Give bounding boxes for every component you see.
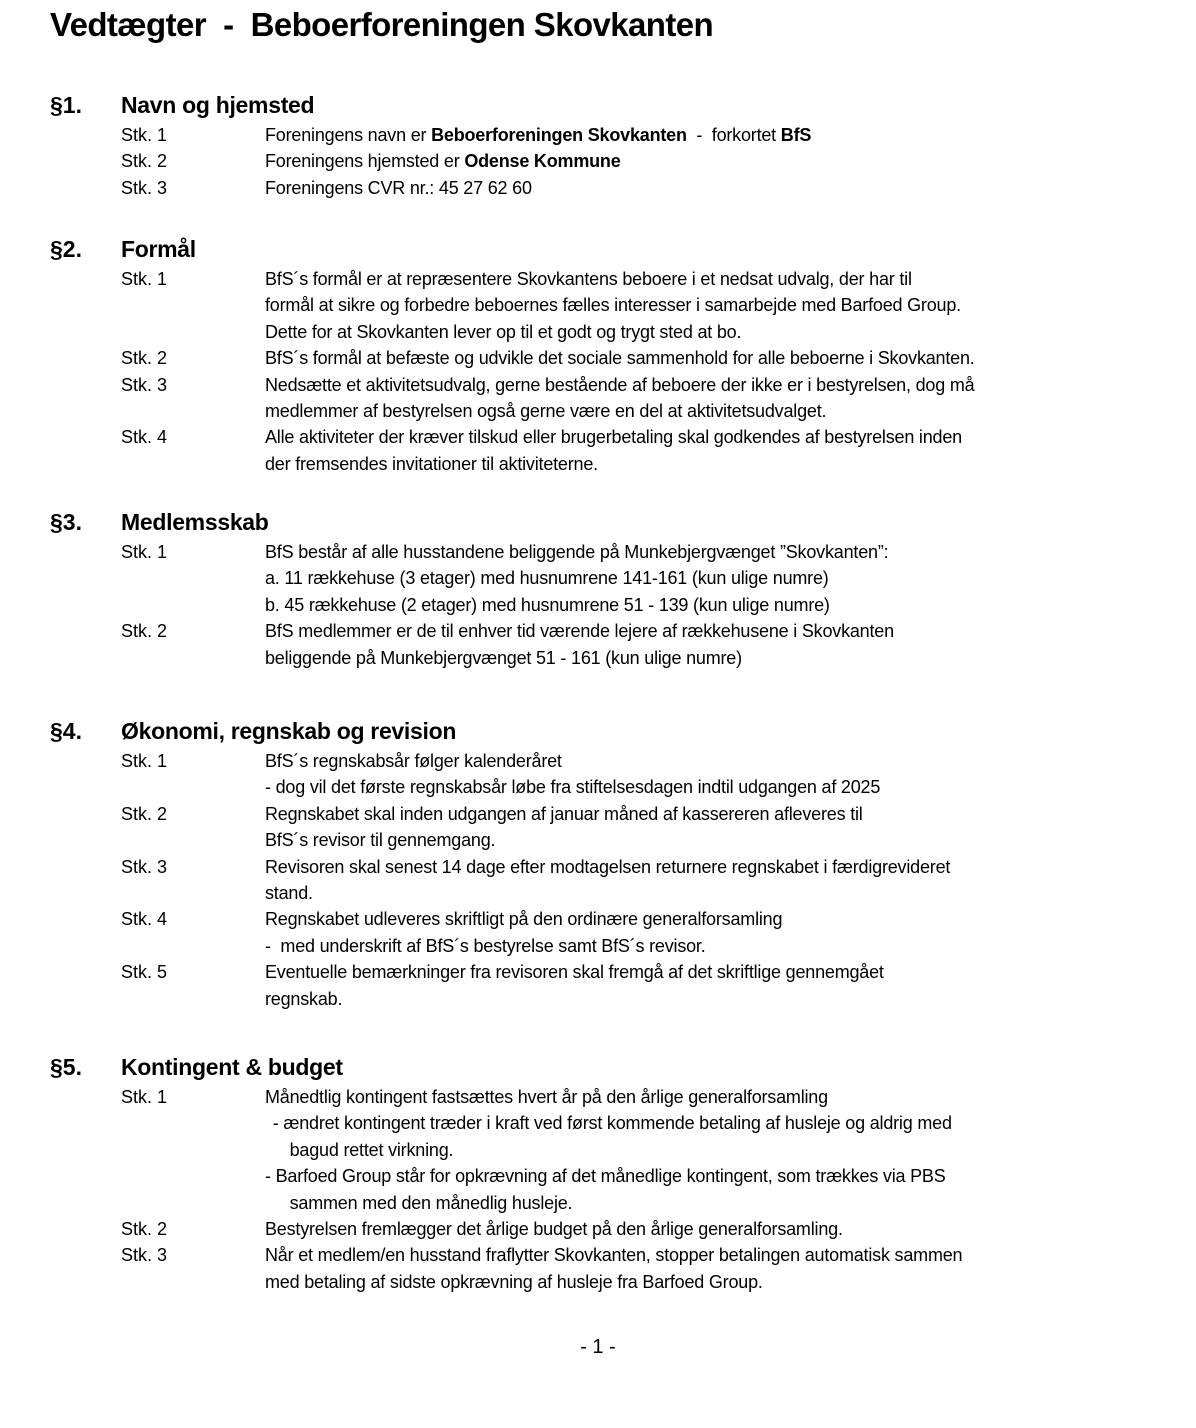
section-heading xyxy=(50,509,1150,539)
clause-item xyxy=(50,175,1150,201)
section-heading xyxy=(50,92,1150,122)
clause-text-line xyxy=(265,539,1150,565)
clause-text-line xyxy=(265,801,1150,827)
clause-text: b. 45 rækkehuse (2 etager) med husnumrene 51 - 139 (kun ulige numre) xyxy=(265,594,830,615)
clause-text: stand. xyxy=(265,883,313,904)
emphasized-text: Beboerforeningen Skovkanten xyxy=(431,125,687,145)
document-title: Vedtægter - Beboerforeningen Skovkanten xyxy=(50,6,714,43)
clause-label: Stk. 3 xyxy=(121,177,168,198)
section-title: Økonomi, regnskab og revision xyxy=(121,718,457,744)
section-heading xyxy=(50,718,1150,748)
section-number: §3. xyxy=(50,509,82,535)
section-heading xyxy=(50,236,1150,266)
clause-text-line xyxy=(265,345,1150,371)
clause-text-line xyxy=(265,774,1150,800)
clause-text: med betaling af sidste opkrævning af husleje fra Barfoed Group. xyxy=(265,1271,763,1292)
clause-text-line xyxy=(265,451,1150,477)
clause-text: bagud rettet virkning. xyxy=(280,1139,454,1160)
clause-text-line xyxy=(265,1084,1150,1110)
clause-item xyxy=(50,1242,1150,1295)
clause-text-line xyxy=(265,1163,1150,1189)
clause-label: Stk. 4 xyxy=(121,427,168,448)
clause-text: Dette for at Skovkanten lever op til et godt og trygt sted at bo. xyxy=(265,321,742,342)
clause-label: Stk. 3 xyxy=(121,374,168,395)
clause-text-line xyxy=(265,565,1150,591)
clause-text-line xyxy=(265,986,1150,1012)
clause-text: Revisoren skal senest 14 dage efter modtagelsen returnere regnskabet i færdigrevideret xyxy=(265,856,951,877)
clause-item xyxy=(50,424,1150,477)
clause-text: Eventuelle bemærkninger fra revisoren skal fremgå af det skriftlige gennemgået xyxy=(265,962,884,983)
clause-label: Stk. 1 xyxy=(121,125,168,145)
clause-label: Stk. 4 xyxy=(121,909,168,930)
section-number: §2. xyxy=(50,236,82,262)
emphasized-text: Odense Kommune xyxy=(464,151,621,172)
clause-text-line xyxy=(265,319,1150,345)
clause-text: Foreningens CVR nr.: 45 27 62 60 xyxy=(265,177,532,198)
clause-text-line xyxy=(265,827,1150,853)
clause-text: - forkortet xyxy=(686,125,781,145)
clause-text-line xyxy=(265,1242,1150,1268)
clause-text-line xyxy=(265,398,1150,424)
clause-text-line xyxy=(268,1110,1150,1136)
clause-text-line xyxy=(280,1190,1150,1216)
clause-text: Regnskabet skal inden udgangen af januar måned af kassereren afleveres til xyxy=(265,803,863,824)
clause-text-line xyxy=(280,1137,1150,1163)
clause-label: Stk. 2 xyxy=(121,151,168,172)
section-5 xyxy=(50,1054,1150,1295)
clause-text-line xyxy=(265,372,1150,398)
clause-text-line xyxy=(265,292,1150,318)
clause-text-line xyxy=(265,880,1150,906)
clause-text: Nedsætte et aktivitetsudvalg, gerne bestående af beboere der ikke er i bestyrelsen, dog må xyxy=(265,374,975,395)
clause-text-line xyxy=(265,592,1150,618)
clause-text: regnskab. xyxy=(265,988,343,1009)
clause-text-line xyxy=(265,424,1150,450)
clause-text: - dog vil det første regnskabsår løbe fra stiftelsesdagen indtil udgangen af 2025 xyxy=(265,777,881,798)
clause-label: Stk. 1 xyxy=(121,542,168,562)
clause-text-line xyxy=(265,645,1150,671)
clause-text: Alle aktiviteter der kræver tilskud eller brugerbetaling skal godkendes af bestyrelsen inden xyxy=(265,427,962,448)
section-heading xyxy=(50,1054,1150,1084)
clause-text: sammen med den månedlig husleje. xyxy=(280,1192,573,1213)
clause-label: Stk. 2 xyxy=(121,348,168,369)
clause-text: BfS´s regnskabsår følger kalenderåret xyxy=(265,751,562,771)
section-2 xyxy=(50,236,1150,477)
clause-item xyxy=(50,266,1150,345)
clause-item xyxy=(50,372,1150,425)
clause-text-line xyxy=(265,748,1150,774)
clause-text: formål at sikre og forbedre beboernes fælles interesser i samarbejde med Barfoed Group. xyxy=(265,295,961,316)
clause-item xyxy=(50,345,1150,371)
clause-text-line xyxy=(265,959,1150,985)
clause-item xyxy=(50,959,1150,1012)
clause-item xyxy=(50,906,1150,959)
clause-label: Stk. 1 xyxy=(121,751,168,771)
clause-text: Bestyrelsen fremlægger det årlige budget på den årlige generalforsamling. xyxy=(265,1219,843,1240)
clause-item xyxy=(50,148,1150,174)
clause-text: - Barfoed Group står for opkrævning af det månedlige kontingent, som trækkes via PBS xyxy=(265,1166,946,1187)
clause-text: - med underskrift af BfS´s bestyrelse samt BfS´s revisor. xyxy=(265,935,706,956)
clause-text-line xyxy=(265,854,1150,880)
section-number: §4. xyxy=(50,718,82,744)
page-number: - 1 - xyxy=(580,1336,616,1358)
clause-label: Stk. 3 xyxy=(121,856,168,877)
emphasized-text: BfS xyxy=(780,125,812,145)
clause-text: a. 11 rækkehuse (3 etager) med husnumrene 141-161 (kun ulige numre) xyxy=(265,568,829,589)
section-1 xyxy=(50,92,1150,201)
section-number: §5. xyxy=(50,1054,82,1080)
clause-text-line xyxy=(265,1216,1150,1242)
clause-label: Stk. 2 xyxy=(121,1219,168,1240)
section-3 xyxy=(50,509,1150,671)
clause-label: Stk. 2 xyxy=(121,803,168,824)
section-number: §1. xyxy=(50,92,82,118)
clause-text: Månedtlig kontingent fastsættes hvert år på den årlige generalforsamling xyxy=(265,1087,828,1107)
clause-item xyxy=(50,539,1150,618)
clause-item xyxy=(50,122,1150,148)
section-title: Navn og hjemsted xyxy=(121,92,315,118)
clause-text: BfS består af alle husstandene beliggende på Munkebjergvænget ”Skovkanten”: xyxy=(265,542,889,562)
clause-text: Når et medlem/en husstand fraflytter Skovkanten, stopper betalingen automatisk sammen xyxy=(265,1245,963,1266)
clause-text: Foreningens navn er xyxy=(265,125,432,145)
section-title: Kontingent & budget xyxy=(121,1054,343,1080)
section-title: Formål xyxy=(121,236,196,262)
clause-label: Stk. 5 xyxy=(121,962,168,983)
clause-text-line xyxy=(265,175,1150,201)
clause-text: beliggende på Munkebjergvænget 51 - 161 (kun ulige numre) xyxy=(265,647,742,668)
clause-text-line xyxy=(265,618,1150,644)
section-4 xyxy=(50,718,1150,1012)
clause-text: medlemmer af bestyrelsen også gerne være en del at aktivitetsudvalget. xyxy=(265,401,827,422)
clause-text-line xyxy=(265,266,1150,292)
clause-label: Stk. 1 xyxy=(121,269,168,289)
clause-label: Stk. 3 xyxy=(121,1245,168,1266)
clause-text: BfS´s formål at befæste og udvikle det sociale sammenhold for alle beboerne i Skovkanten. xyxy=(265,348,975,369)
clause-text-line xyxy=(265,148,1150,174)
clause-item xyxy=(50,1216,1150,1242)
clause-label: Stk. 2 xyxy=(121,621,168,642)
clause-label: Stk. 1 xyxy=(121,1087,168,1107)
section-title: Medlemsskab xyxy=(121,509,269,535)
clause-text-line xyxy=(265,933,1150,959)
clause-text-line xyxy=(265,1269,1150,1295)
clause-text: BfS´s revisor til gennemgang. xyxy=(265,830,496,851)
clause-text-line xyxy=(265,906,1150,932)
clause-item xyxy=(50,748,1150,801)
clause-item xyxy=(50,801,1150,854)
clause-item xyxy=(50,618,1150,671)
clause-text: BfS medlemmer er de til enhver tid værende lejere af rækkehusene i Skovkanten xyxy=(265,621,894,642)
clause-text: der fremsendes invitationer til aktiviteterne. xyxy=(265,453,598,474)
clause-item xyxy=(50,1084,1150,1216)
clause-text: BfS´s formål er at repræsentere Skovkantens beboere i et nedsat udvalg, der har til xyxy=(265,269,912,289)
clause-text: Regnskabet udleveres skriftligt på den ordinære generalforsamling xyxy=(265,909,783,930)
clause-item xyxy=(50,854,1150,907)
clause-text-line xyxy=(265,122,1150,148)
clause-text: Foreningens hjemsted er xyxy=(265,151,465,172)
clause-text: - ændret kontingent træder i kraft ved først kommende betaling af husleje og aldrig med xyxy=(268,1113,952,1134)
